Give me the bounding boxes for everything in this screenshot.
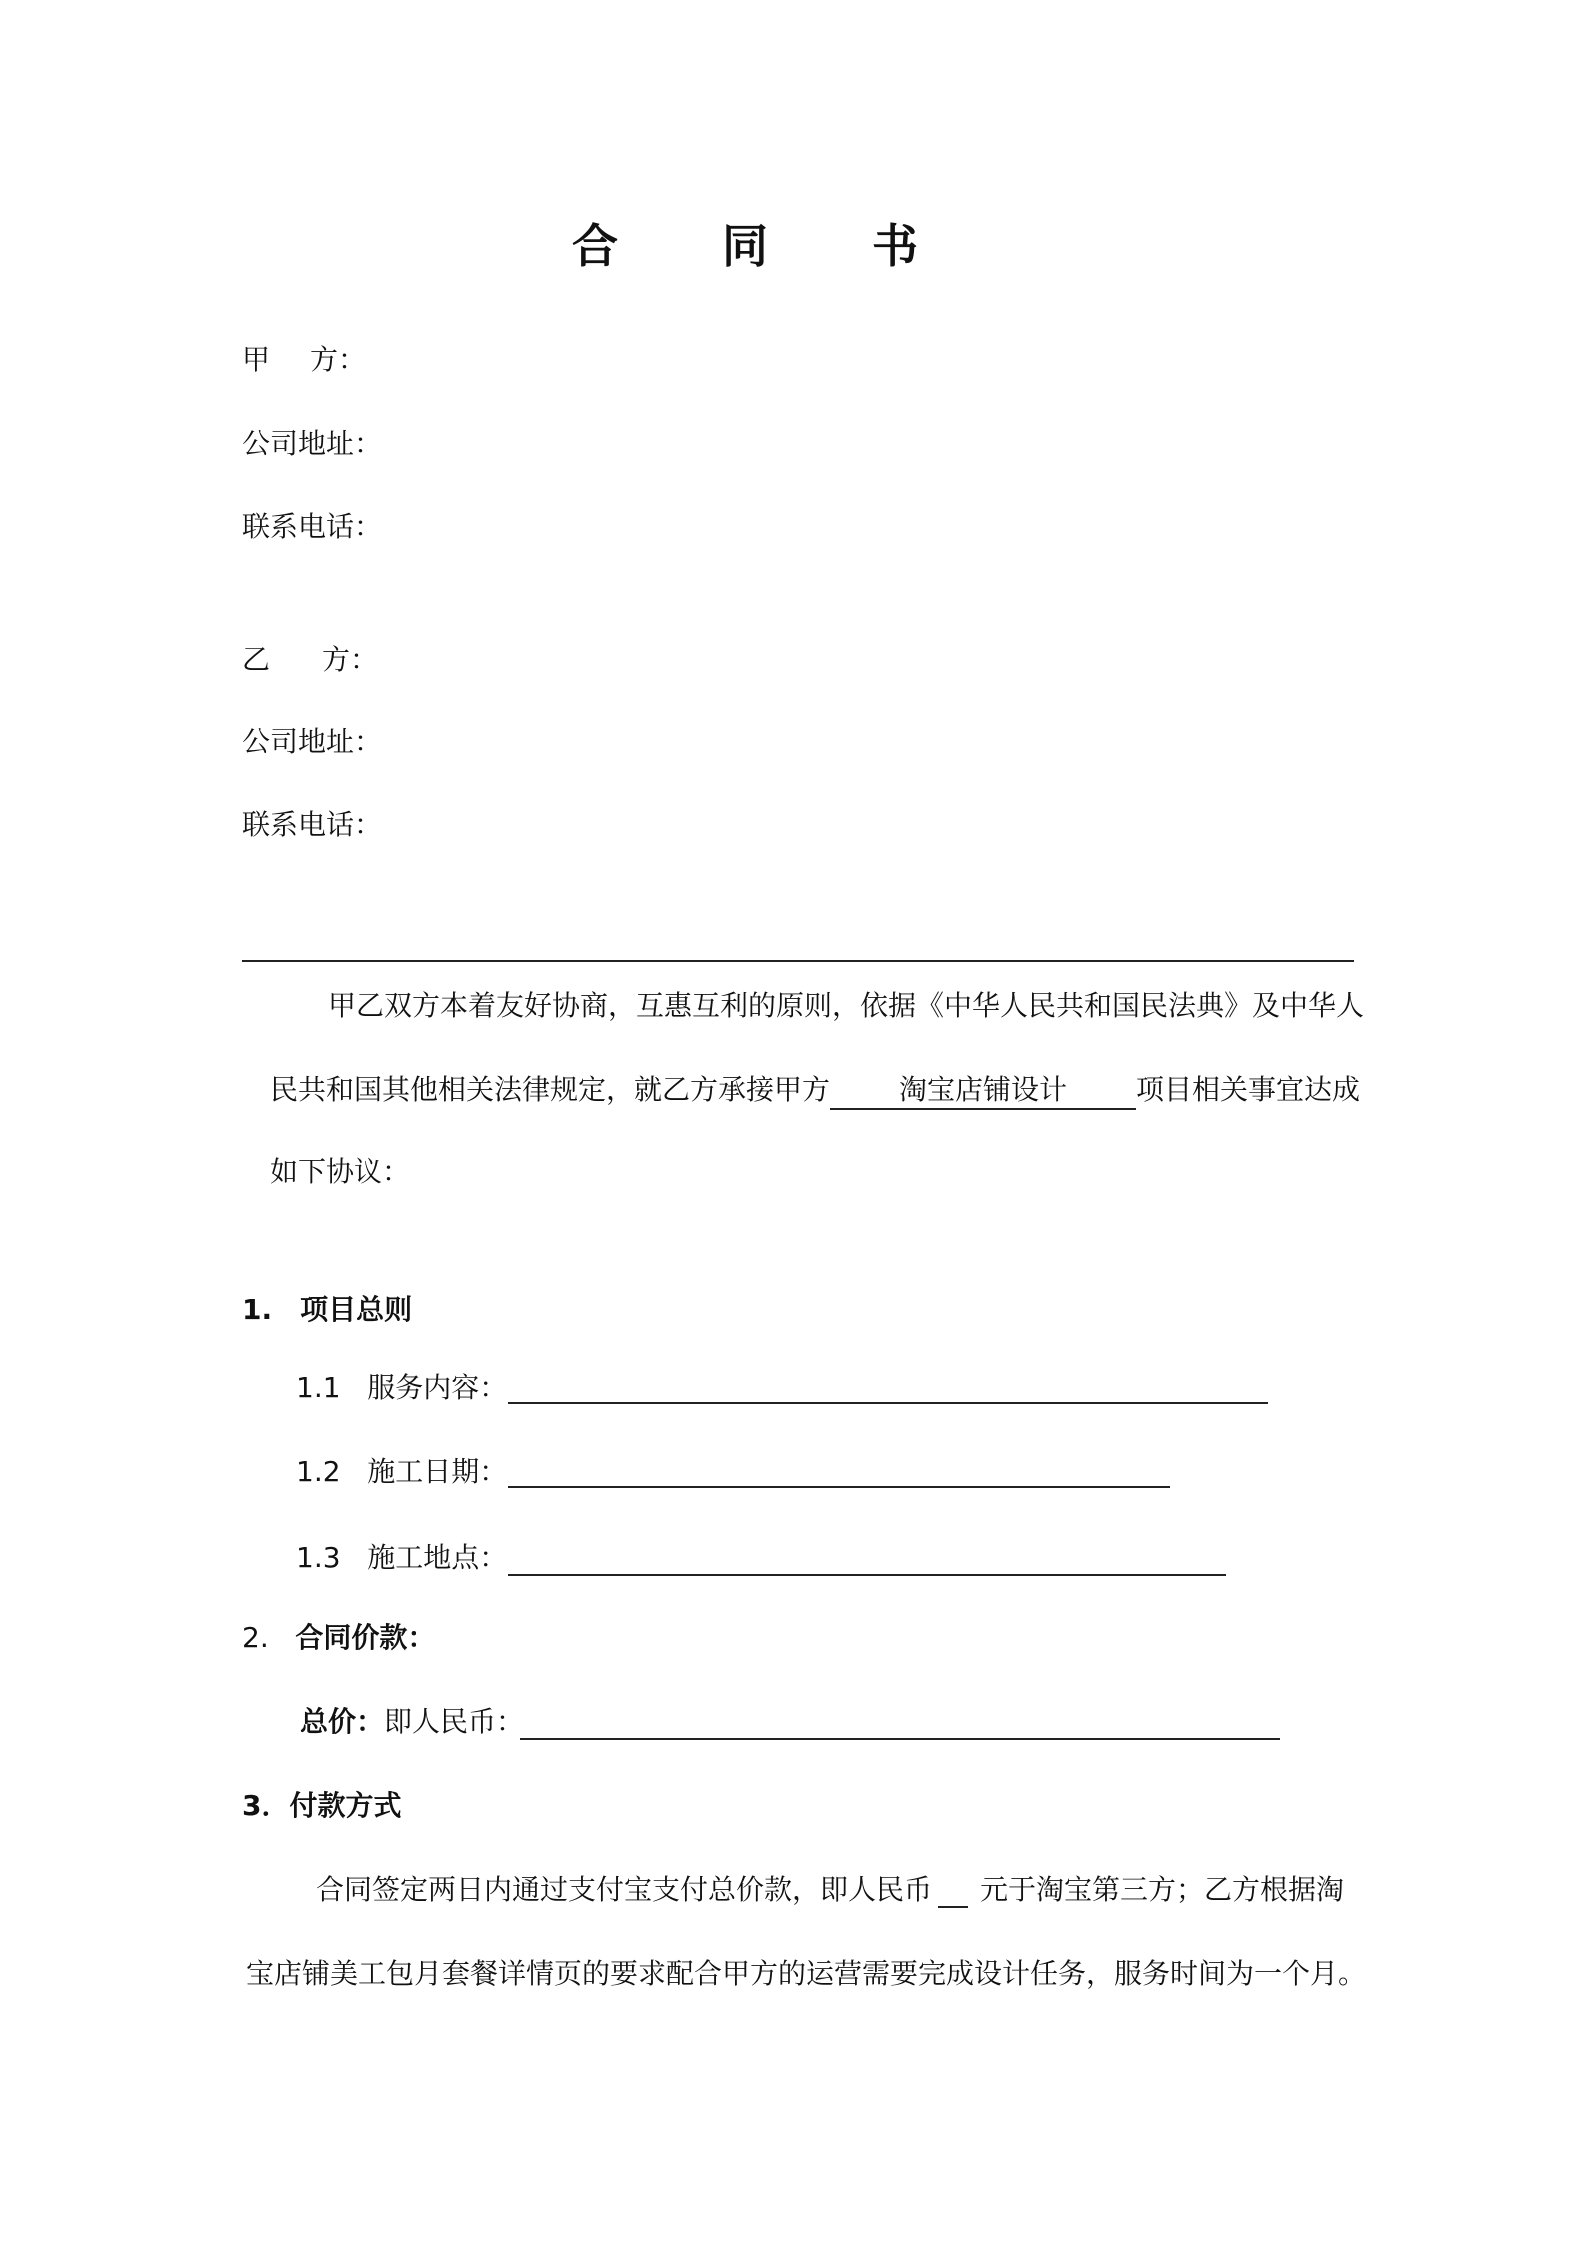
section-2-heading: 2. 合同价款： [242, 1621, 436, 1654]
payment-amount-blank[interactable] [938, 1873, 968, 1908]
preamble-line-1: 甲乙双方本着友好协商，互惠互利的原则，依据《中华人民共和国民法典》及中华人 [328, 989, 1365, 1022]
item-1-1: 1.1 服务内容： [296, 1371, 508, 1404]
party-a-address-label: 公司地址： [242, 427, 383, 460]
total-price-blank[interactable] [520, 1738, 1280, 1740]
party-b-label: 乙方： [242, 643, 379, 676]
total-price-line: 总价：即人民币： [300, 1705, 525, 1738]
section-3-heading: 3．付款方式 [242, 1789, 402, 1822]
document-title: 合 同 书 [571, 219, 963, 273]
item-1-2: 1.2 施工日期： [296, 1455, 508, 1488]
service-content-blank[interactable] [508, 1402, 1268, 1404]
party-b-address-label: 公司地址： [242, 725, 383, 758]
construction-location-blank[interactable] [508, 1574, 1226, 1576]
party-b-phone-label: 联系电话： [242, 808, 383, 841]
preamble-line-2: 民共和国其他相关法律规定，就乙方承接甲方 淘宝店铺设计 项目相关事宜达成 [270, 1068, 1354, 1110]
party-a-label: 甲方： [242, 343, 367, 376]
project-name: 淘宝店铺设计 [830, 1068, 1136, 1110]
party-a-phone-label: 联系电话： [242, 510, 383, 543]
item-1-3: 1.3 施工地点： [296, 1541, 508, 1574]
payment-line-2: 宝店铺美工包月套餐详情页的要求配合甲方的运营需要完成设计任务，服务时间为一个月。 [246, 1957, 1367, 1990]
construction-date-blank[interactable] [508, 1486, 1170, 1488]
payment-line-1: 合同签定两日内通过支付宝支付总价款，即人民币 元于淘宝第三方；乙方根据淘 [316, 1873, 1345, 1906]
preamble-line-3: 如下协议： [270, 1155, 411, 1188]
separator-line [242, 960, 1354, 962]
section-1-heading: 1. 项目总则 [242, 1293, 413, 1326]
